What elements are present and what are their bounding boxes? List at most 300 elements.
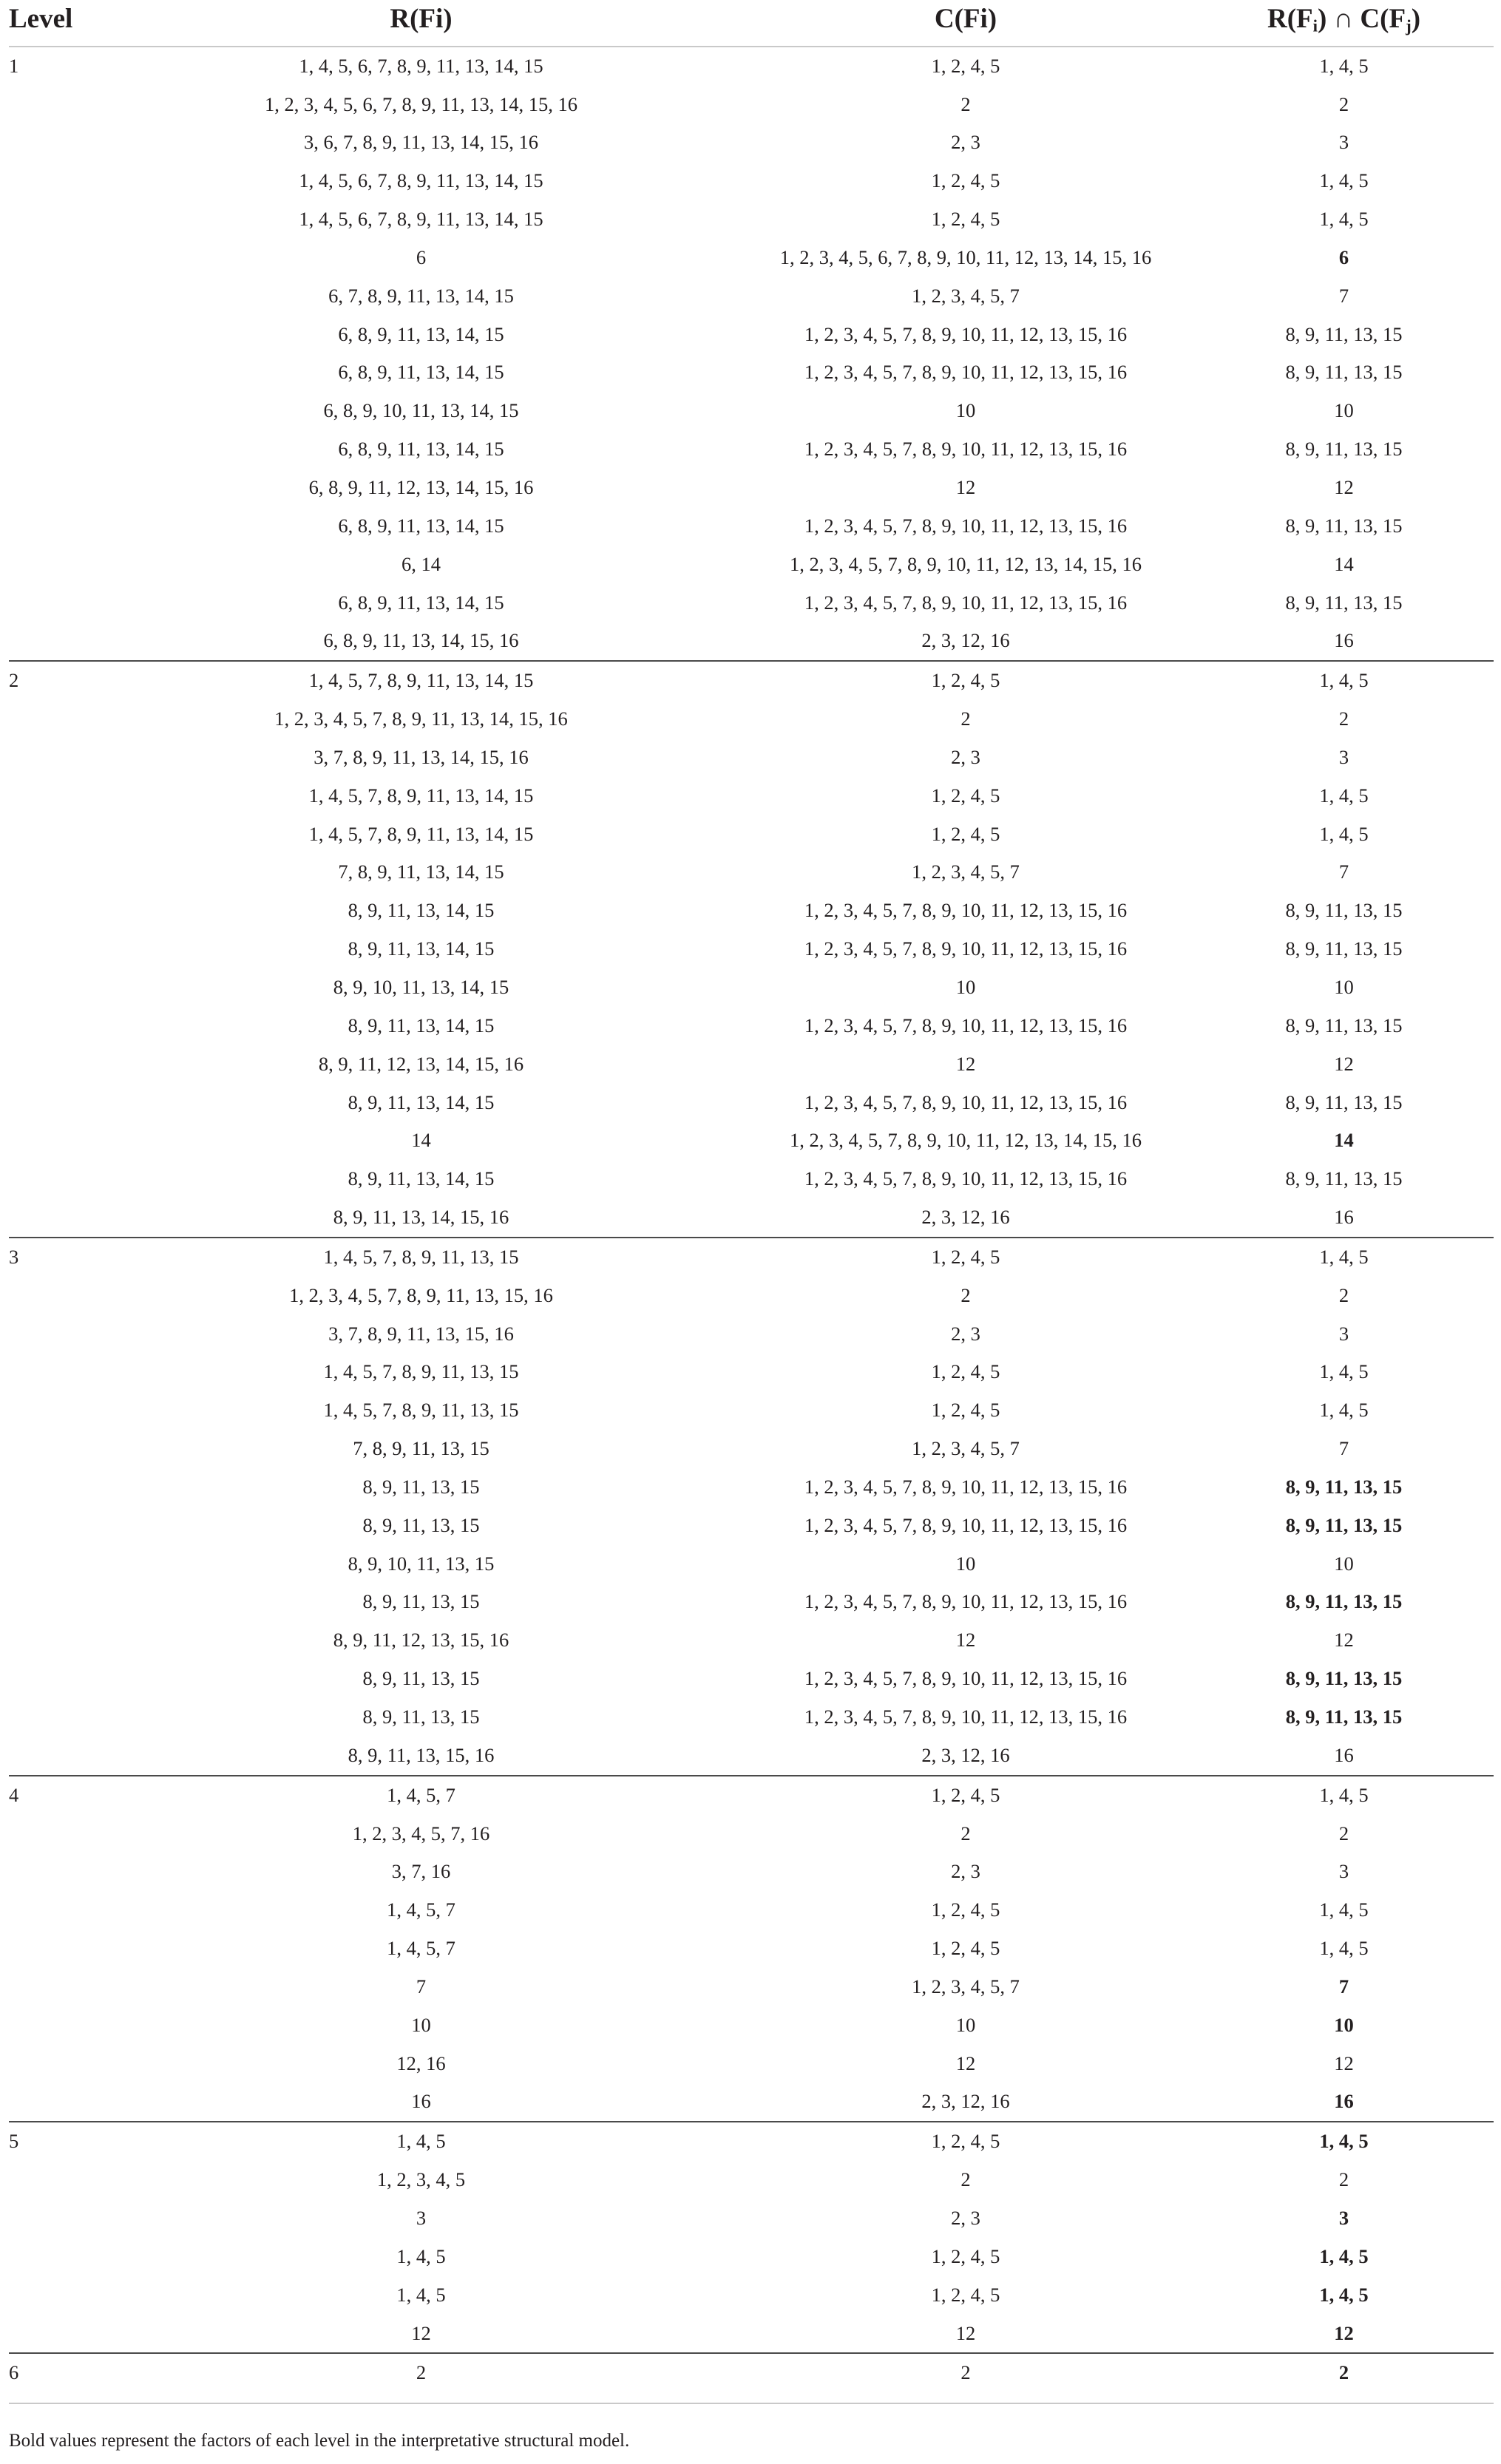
reachability-cell: 8, 9, 11, 13, 14, 15, 16 xyxy=(333,1206,509,1229)
table-row xyxy=(9,1815,1494,1853)
antecedent-cell: 2, 3 xyxy=(951,1322,980,1345)
table-row xyxy=(9,1160,1494,1198)
intersection-cell: 8, 9, 11, 13, 15 xyxy=(1285,899,1403,922)
intersection-cell: 1, 4, 5 xyxy=(1319,822,1369,845)
level-cell: 3 xyxy=(9,1238,105,1277)
antecedent-cell: 2, 3 xyxy=(951,131,980,154)
level-cell xyxy=(9,968,105,1007)
table-row xyxy=(9,1891,1494,1930)
reachability-cell: 6, 8, 9, 11, 13, 14, 15 xyxy=(338,322,504,345)
reachability-cell: 1, 2, 3, 4, 5, 6, 7, 8, 9, 11, 13, 14, 15, 16 xyxy=(264,92,578,115)
table-row xyxy=(9,1391,1494,1430)
reachability-cell: 1, 4, 5, 7 xyxy=(387,1937,455,1960)
reachability-cell: 8, 9, 11, 12, 13, 14, 15, 16 xyxy=(318,1052,524,1075)
intersection-cell: 8, 9, 11, 13, 15 xyxy=(1285,1090,1403,1113)
level-cell xyxy=(9,1737,105,1776)
intersection-cell: 2 xyxy=(1338,707,1349,730)
reachability-cell: 8, 9, 11, 13, 14, 15 xyxy=(348,937,495,960)
intersection-cell: 8, 9, 11, 13, 15 xyxy=(1285,1014,1403,1036)
antecedent-cell: 2, 3 xyxy=(951,745,980,768)
header-intersection-set xyxy=(1194,0,1494,47)
intersection-cell: 1, 4, 5 xyxy=(1194,661,1494,700)
level-cell xyxy=(9,507,105,546)
intersection-cell: 1, 4, 5 xyxy=(1194,2122,1494,2161)
reachability-cell: 7, 8, 9, 11, 13, 15 xyxy=(353,1437,489,1460)
reachability-cell: 8, 9, 11, 13, 14, 15 xyxy=(348,899,495,922)
antecedent-cell: 2 xyxy=(960,1283,971,1306)
reachability-cell: 12 xyxy=(411,2321,431,2344)
reachability-cell: 1, 2, 3, 4, 5, 7, 16 xyxy=(352,1822,490,1844)
antecedent-cell: 1, 2, 4, 5 xyxy=(931,1937,1000,1960)
reachability-cell: 1, 4, 5, 7, 8, 9, 11, 13, 15 xyxy=(105,1238,737,1277)
antecedent-cell: 2 xyxy=(737,2353,1194,2392)
intersection-cell: 3 xyxy=(1338,1322,1349,1345)
intersection-cell: 10 xyxy=(1334,399,1354,422)
level-cell xyxy=(9,1815,105,1853)
table-row xyxy=(9,2006,1494,2045)
antecedent-cell: 2 xyxy=(960,707,971,730)
table-row xyxy=(9,1545,1494,1584)
antecedent-cell: 1, 2, 4, 5 xyxy=(737,2122,1194,2161)
reachability-cell: 8, 9, 11, 13, 15 xyxy=(362,1667,480,1690)
antecedent-cell: 1, 2, 4, 5 xyxy=(931,2244,1000,2267)
level-cell xyxy=(9,2006,105,2045)
antecedent-cell: 1, 2, 4, 5 xyxy=(931,1360,1000,1383)
table-row xyxy=(9,1853,1494,1891)
level-cell xyxy=(9,853,105,892)
level-cell xyxy=(9,1315,105,1354)
level-cell xyxy=(9,1930,105,1968)
table-row xyxy=(9,1084,1494,1122)
reachability-cell: 8, 9, 11, 13, 14, 15 xyxy=(348,1090,495,1113)
table-row xyxy=(9,200,1494,239)
header-subscript-i: i xyxy=(1312,16,1318,35)
antecedent-cell: 1, 2, 3, 4, 5, 7 xyxy=(912,284,1020,307)
header-intersection-prefix: R(F xyxy=(1267,4,1313,34)
level-cell xyxy=(9,1968,105,2006)
level-cell xyxy=(9,2199,105,2238)
level-cell xyxy=(9,123,105,162)
level-cell xyxy=(9,1853,105,1891)
intersection-cell: 1, 4, 5 xyxy=(1319,1399,1369,1422)
antecedent-cell: 1, 2, 3, 4, 5, 7, 8, 9, 10, 11, 12, 13, 14, 15, 16 xyxy=(789,552,1142,575)
table-row xyxy=(9,1583,1494,1621)
table-row xyxy=(9,1277,1494,1315)
footnote-divider xyxy=(9,2403,1494,2404)
level-cell xyxy=(9,2315,105,2354)
reachability-cell: 1, 4, 5, 6, 7, 8, 9, 11, 13, 14, 15 xyxy=(299,54,543,77)
reachability-cell: 8, 9, 11, 13, 15 xyxy=(362,1590,480,1613)
level-cell xyxy=(9,469,105,507)
level-cell xyxy=(9,1621,105,1660)
table-row xyxy=(9,469,1494,507)
intersection-cell: 8, 9, 11, 13, 15 xyxy=(1285,361,1403,384)
level-cell: 6 xyxy=(9,2353,105,2392)
level-cell xyxy=(9,930,105,968)
intersection-cell: 7 xyxy=(1338,861,1349,883)
table-row xyxy=(9,853,1494,892)
antecedent-cell: 1, 2, 3, 4, 5, 7 xyxy=(912,1437,1020,1460)
reachability-cell: 8, 9, 11, 13, 15 xyxy=(362,1706,480,1728)
antecedent-cell: 1, 2, 3, 4, 5, 7, 8, 9, 10, 11, 12, 13, 15, 16 xyxy=(804,322,1128,345)
intersection-cell: 10 xyxy=(1334,2013,1354,2036)
intersection-cell: 8, 9, 11, 13, 15 xyxy=(1285,1513,1403,1536)
intersection-cell: 12 xyxy=(1334,1052,1354,1075)
level-cell: 5 xyxy=(9,2122,105,2161)
reachability-cell: 1, 4, 5, 7, 8, 9, 11, 13, 15 xyxy=(323,1360,519,1383)
reachability-cell: 7 xyxy=(416,1975,427,1998)
intersection-cell: 8, 9, 11, 13, 15 xyxy=(1285,514,1403,537)
antecedent-cell: 1, 2, 4, 5 xyxy=(931,54,1000,77)
reachability-cell: 6 xyxy=(416,245,427,268)
intersection-cell: 3 xyxy=(1338,1860,1349,1883)
level-cell xyxy=(9,2083,105,2122)
intersection-cell: 12 xyxy=(1334,476,1354,499)
antecedent-cell: 2 xyxy=(960,92,971,115)
antecedent-cell: 10 xyxy=(955,399,976,422)
level-cell xyxy=(9,1507,105,1545)
reachability-cell: 1, 4, 5, 7 xyxy=(105,1776,737,1815)
reachability-cell: 8, 9, 11, 13, 14, 15 xyxy=(348,1014,495,1036)
intersection-cell: 12 xyxy=(1334,1629,1354,1652)
table-row xyxy=(9,2238,1494,2276)
level-cell xyxy=(9,1391,105,1430)
level-cell xyxy=(9,1353,105,1391)
antecedent-cell: 1, 2, 3, 4, 5, 7, 8, 9, 10, 11, 12, 13, 15, 16 xyxy=(804,1090,1128,1113)
table-row xyxy=(9,2353,1494,2392)
table-row xyxy=(9,1007,1494,1045)
level-cell xyxy=(9,777,105,815)
level-cell xyxy=(9,1545,105,1584)
antecedent-cell: 1, 2, 3, 4, 5, 7, 8, 9, 10, 11, 12, 13, 15, 16 xyxy=(804,1167,1128,1190)
intersection-cell: 10 xyxy=(1334,975,1354,998)
level-cell xyxy=(9,622,105,661)
level-cell xyxy=(9,239,105,277)
reachability-cell: 14 xyxy=(411,1129,431,1152)
intersection-cell: 8, 9, 11, 13, 15 xyxy=(1285,1167,1403,1190)
intersection-cell: 8, 9, 11, 13, 15 xyxy=(1285,322,1403,345)
table-row xyxy=(9,2199,1494,2238)
level-cell xyxy=(9,1583,105,1621)
antecedent-cell: 1, 2, 4, 5 xyxy=(737,661,1194,700)
antecedent-cell: 1, 2, 3, 4, 5, 7, 8, 9, 10, 11, 12, 13, 15, 16 xyxy=(804,1014,1128,1036)
intersection-cell: 1, 4, 5 xyxy=(1319,54,1369,77)
reachability-cell: 7, 8, 9, 11, 13, 14, 15 xyxy=(338,861,504,883)
intersection-cell: 10 xyxy=(1334,1552,1354,1575)
table-row xyxy=(9,546,1494,584)
antecedent-cell: 2, 3, 12, 16 xyxy=(921,2090,1010,2113)
antecedent-cell: 1, 2, 4, 5 xyxy=(931,784,1000,807)
table-row xyxy=(9,2045,1494,2083)
antecedent-cell: 1, 2, 4, 5 xyxy=(737,1776,1194,1815)
table-row xyxy=(9,1737,1494,1776)
antecedent-cell: 2 xyxy=(960,2168,971,2191)
header-level: Level xyxy=(9,0,105,47)
intersection-cell: 2 xyxy=(1194,2353,1494,2392)
reachability-cell: 6, 8, 9, 11, 12, 13, 14, 15, 16 xyxy=(308,476,534,499)
level-cell xyxy=(9,1198,105,1238)
antecedent-cell: 10 xyxy=(955,1552,976,1575)
intersection-cell: 2 xyxy=(1338,1822,1349,1844)
table-row xyxy=(9,1507,1494,1545)
intersection-cell: 14 xyxy=(1334,1129,1354,1152)
intersection-cell: 16 xyxy=(1334,629,1354,652)
table-row xyxy=(9,892,1494,930)
reachability-cell: 1, 4, 5 xyxy=(396,2244,446,2267)
reachability-cell: 8, 9, 10, 11, 13, 14, 15 xyxy=(333,975,509,998)
reachability-cell: 1, 4, 5, 6, 7, 8, 9, 11, 13, 14, 15 xyxy=(299,208,543,231)
reachability-cell: 1, 2, 3, 4, 5, 7, 8, 9, 11, 13, 15, 16 xyxy=(289,1283,553,1306)
antecedent-cell: 2, 3 xyxy=(951,1860,980,1883)
reachability-cell: 6, 8, 9, 11, 13, 14, 15 xyxy=(338,591,504,614)
level-cell xyxy=(9,1891,105,1930)
antecedent-cell: 1, 2, 3, 4, 5, 7, 8, 9, 10, 11, 12, 13, 14, 15, 16 xyxy=(789,1129,1142,1152)
header-intersection-mid: ) ∩ C(F xyxy=(1318,4,1406,34)
antecedent-cell: 1, 2, 3, 4, 5, 7, 8, 9, 10, 11, 12, 13, 15, 16 xyxy=(804,361,1128,384)
table-footnote: Bold values represent the factors of each level in the interpretative structural model. xyxy=(9,2431,630,2451)
intersection-cell: 16 xyxy=(1334,1206,1354,1229)
reachability-cell: 6, 7, 8, 9, 11, 13, 14, 15 xyxy=(328,284,514,307)
level-cell xyxy=(9,200,105,239)
level-cell xyxy=(9,1277,105,1315)
antecedent-cell: 1, 2, 4, 5 xyxy=(931,1399,1000,1422)
reachability-cell: 1, 4, 5, 7, 8, 9, 11, 13, 14, 15 xyxy=(308,784,534,807)
table-row xyxy=(9,1468,1494,1507)
reachability-cell: 2 xyxy=(105,2353,737,2392)
reachability-cell: 6, 8, 9, 11, 13, 14, 15, 16 xyxy=(323,629,519,652)
intersection-cell: 1, 4, 5 xyxy=(1319,1360,1369,1383)
antecedent-cell: 1, 2, 4, 5 xyxy=(931,1898,1000,1921)
reachability-cell: 6, 14 xyxy=(401,552,441,575)
table-row xyxy=(9,1660,1494,1698)
reachability-cell: 1, 4, 5, 7, 8, 9, 11, 13, 14, 15 xyxy=(105,661,737,700)
intersection-cell: 3 xyxy=(1338,745,1349,768)
level-cell xyxy=(9,1698,105,1737)
reachability-cell: 3, 7, 16 xyxy=(391,1860,451,1883)
table-row xyxy=(9,661,1494,700)
intersection-cell: 1, 4, 5 xyxy=(1319,169,1369,192)
reachability-cell: 1, 4, 5 xyxy=(396,2283,446,2306)
table-row xyxy=(9,1776,1494,1815)
intersection-cell: 1, 4, 5 xyxy=(1319,208,1369,231)
intersection-cell: 1, 4, 5 xyxy=(1319,2244,1369,2267)
antecedent-cell: 2 xyxy=(960,1822,971,1844)
reachability-cell: 3, 7, 8, 9, 11, 13, 15, 16 xyxy=(328,1322,514,1345)
reachability-cell: 6, 8, 9, 11, 13, 14, 15 xyxy=(338,438,504,461)
level-cell: 2 xyxy=(9,661,105,700)
level-cell xyxy=(9,1468,105,1507)
table-row xyxy=(9,1430,1494,1468)
reachability-cell: 1, 2, 3, 4, 5 xyxy=(376,2168,466,2191)
table-row xyxy=(9,777,1494,815)
table-row xyxy=(9,86,1494,124)
table-row xyxy=(9,1198,1494,1238)
table-row xyxy=(9,316,1494,354)
reachability-cell: 6, 8, 9, 10, 11, 13, 14, 15 xyxy=(323,399,519,422)
header-intersection-suffix: ) xyxy=(1411,4,1421,34)
intersection-cell: 7 xyxy=(1338,1437,1349,1460)
level-cell xyxy=(9,1660,105,1698)
intersection-cell: 1, 4, 5 xyxy=(1319,1937,1369,1960)
reachability-cell: 8, 9, 11, 13, 14, 15 xyxy=(348,1167,495,1190)
table-container xyxy=(9,0,1494,2392)
table-row xyxy=(9,1353,1494,1391)
intersection-cell: 12 xyxy=(1334,2321,1354,2344)
level-cell xyxy=(9,316,105,354)
intersection-cell: 2 xyxy=(1338,1283,1349,1306)
antecedent-cell: 1, 2, 3, 4, 5, 7, 8, 9, 10, 11, 12, 13, 15, 16 xyxy=(804,514,1128,537)
level-cell xyxy=(9,2238,105,2276)
antecedent-cell: 1, 2, 4, 5 xyxy=(931,208,1000,231)
level-cell xyxy=(9,1007,105,1045)
antecedent-cell: 1, 2, 3, 4, 5, 7, 8, 9, 10, 11, 12, 13, 15, 16 xyxy=(804,438,1128,461)
antecedent-cell: 1, 2, 3, 4, 5, 7 xyxy=(912,861,1020,883)
level-cell xyxy=(9,815,105,854)
level-cell xyxy=(9,892,105,930)
reachability-cell: 8, 9, 11, 13, 15 xyxy=(362,1475,480,1498)
level-cell xyxy=(9,430,105,469)
intersection-cell: 16 xyxy=(1334,2090,1354,2113)
antecedent-cell: 1, 2, 3, 4, 5, 7, 8, 9, 10, 11, 12, 13, 15, 16 xyxy=(804,1513,1128,1536)
table-row xyxy=(9,507,1494,546)
antecedent-cell: 10 xyxy=(955,2013,976,2036)
reachability-cell: 8, 9, 11, 13, 15, 16 xyxy=(348,1743,495,1766)
table-row xyxy=(9,2276,1494,2315)
level-cell xyxy=(9,2161,105,2199)
header-reachability-set: R(Fi) xyxy=(105,0,737,47)
table-row xyxy=(9,1698,1494,1737)
antecedent-cell: 1, 2, 4, 5 xyxy=(931,169,1000,192)
table-row xyxy=(9,584,1494,622)
table-row xyxy=(9,353,1494,392)
table-row xyxy=(9,123,1494,162)
level-cell xyxy=(9,86,105,124)
table-row xyxy=(9,1930,1494,1968)
reachability-cell: 1, 4, 5, 7 xyxy=(387,1898,455,1921)
antecedent-cell: 1, 2, 4, 5 xyxy=(931,2283,1000,2306)
intersection-cell: 1, 4, 5 xyxy=(1319,784,1369,807)
reachability-cell: 8, 9, 11, 13, 15 xyxy=(362,1513,480,1536)
antecedent-cell: 12 xyxy=(955,2051,976,2074)
reachability-cell: 3, 6, 7, 8, 9, 11, 13, 14, 15, 16 xyxy=(303,131,539,154)
intersection-cell: 16 xyxy=(1334,1743,1354,1766)
intersection-cell: 7 xyxy=(1338,1975,1349,1998)
table-row xyxy=(9,968,1494,1007)
table-row xyxy=(9,739,1494,777)
reachability-cell: 1, 4, 5, 6, 7, 8, 9, 11, 13, 14, 15 xyxy=(299,169,543,192)
level-cell xyxy=(9,1160,105,1198)
antecedent-cell: 1, 2, 4, 5 xyxy=(931,822,1000,845)
ism-level-partition-table xyxy=(9,0,1494,2392)
reachability-cell: 12, 16 xyxy=(396,2051,446,2074)
reachability-cell: 8, 9, 10, 11, 13, 15 xyxy=(348,1552,495,1575)
header-subscript-j: j xyxy=(1406,16,1412,35)
antecedent-cell: 1, 2, 3, 4, 5, 7, 8, 9, 10, 11, 12, 13, 15, 16 xyxy=(804,937,1128,960)
reachability-cell: 1, 4, 5 xyxy=(105,2122,737,2161)
level-cell xyxy=(9,2045,105,2083)
intersection-cell: 1, 4, 5 xyxy=(1319,2283,1369,2306)
intersection-cell: 8, 9, 11, 13, 15 xyxy=(1285,1475,1403,1498)
intersection-cell: 14 xyxy=(1334,552,1354,575)
table-row xyxy=(9,2161,1494,2199)
antecedent-cell: 1, 2, 3, 4, 5, 7, 8, 9, 10, 11, 12, 13, 15, 16 xyxy=(804,1706,1128,1728)
table-body xyxy=(9,47,1494,2392)
level-cell xyxy=(9,546,105,584)
antecedent-cell: 2, 3 xyxy=(951,2206,980,2229)
level-cell xyxy=(9,162,105,200)
reachability-cell: 1, 4, 5, 7, 8, 9, 11, 13, 14, 15 xyxy=(308,822,534,845)
table-row xyxy=(9,277,1494,316)
level-cell xyxy=(9,739,105,777)
table-row xyxy=(9,1621,1494,1660)
level-cell xyxy=(9,1045,105,1084)
level-cell xyxy=(9,353,105,392)
intersection-cell: 8, 9, 11, 13, 15 xyxy=(1285,438,1403,461)
antecedent-cell: 12 xyxy=(955,2321,976,2344)
level-cell xyxy=(9,700,105,739)
intersection-cell: 8, 9, 11, 13, 15 xyxy=(1285,1667,1403,1690)
antecedent-cell: 1, 2, 3, 4, 5, 7, 8, 9, 10, 11, 12, 13, 15, 16 xyxy=(804,1475,1128,1498)
antecedent-cell: 1, 2, 3, 4, 5, 7, 8, 9, 10, 11, 12, 13, 15, 16 xyxy=(804,591,1128,614)
table-row xyxy=(9,1121,1494,1160)
intersection-cell: 1, 4, 5 xyxy=(1319,1898,1369,1921)
antecedent-cell: 2, 3, 12, 16 xyxy=(921,1206,1010,1229)
reachability-cell: 6, 8, 9, 11, 13, 14, 15 xyxy=(338,514,504,537)
level-cell xyxy=(9,584,105,622)
intersection-cell: 2 xyxy=(1338,2168,1349,2191)
table-row xyxy=(9,2083,1494,2122)
intersection-cell: 7 xyxy=(1338,284,1349,307)
table-row xyxy=(9,1968,1494,2006)
antecedent-cell: 1, 2, 3, 4, 5, 6, 7, 8, 9, 10, 11, 12, 13, 14, 15, 16 xyxy=(779,245,1152,268)
table-row xyxy=(9,930,1494,968)
reachability-cell: 3 xyxy=(416,2206,427,2229)
antecedent-cell: 12 xyxy=(955,476,976,499)
table-row xyxy=(9,700,1494,739)
level-cell: 4 xyxy=(9,1776,105,1815)
table-row xyxy=(9,622,1494,661)
reachability-cell: 1, 2, 3, 4, 5, 7, 8, 9, 11, 13, 14, 15, 16 xyxy=(274,707,568,730)
level-cell xyxy=(9,2276,105,2315)
reachability-cell: 6, 8, 9, 11, 13, 14, 15 xyxy=(338,361,504,384)
reachability-cell: 10 xyxy=(411,2013,431,2036)
header-antecedent-set: C(Fi) xyxy=(737,0,1194,47)
table-row xyxy=(9,162,1494,200)
antecedent-cell: 1, 2, 3, 4, 5, 7, 8, 9, 10, 11, 12, 13, 15, 16 xyxy=(804,1590,1128,1613)
intersection-cell: 8, 9, 11, 13, 15 xyxy=(1285,1706,1403,1728)
table-row xyxy=(9,1045,1494,1084)
table-row xyxy=(9,815,1494,854)
table-row xyxy=(9,47,1494,86)
intersection-cell: 8, 9, 11, 13, 15 xyxy=(1285,1590,1403,1613)
antecedent-cell: 1, 2, 4, 5 xyxy=(737,1238,1194,1277)
antecedent-cell: 12 xyxy=(955,1052,976,1075)
level-cell xyxy=(9,1121,105,1160)
level-cell xyxy=(9,1084,105,1122)
intersection-cell: 8, 9, 11, 13, 15 xyxy=(1285,937,1403,960)
reachability-cell: 3, 7, 8, 9, 11, 13, 14, 15, 16 xyxy=(314,745,529,768)
antecedent-cell: 1, 2, 3, 4, 5, 7 xyxy=(912,1975,1020,1998)
intersection-cell: 1, 4, 5 xyxy=(1194,1776,1494,1815)
level-cell xyxy=(9,1430,105,1468)
intersection-cell: 12 xyxy=(1334,2051,1354,2074)
table-row xyxy=(9,2315,1494,2354)
table-header xyxy=(9,0,1494,47)
intersection-cell: 3 xyxy=(1338,2206,1349,2229)
reachability-cell: 8, 9, 11, 12, 13, 15, 16 xyxy=(333,1629,509,1652)
antecedent-cell: 2, 3, 12, 16 xyxy=(921,1743,1010,1766)
header-row xyxy=(9,0,1494,47)
